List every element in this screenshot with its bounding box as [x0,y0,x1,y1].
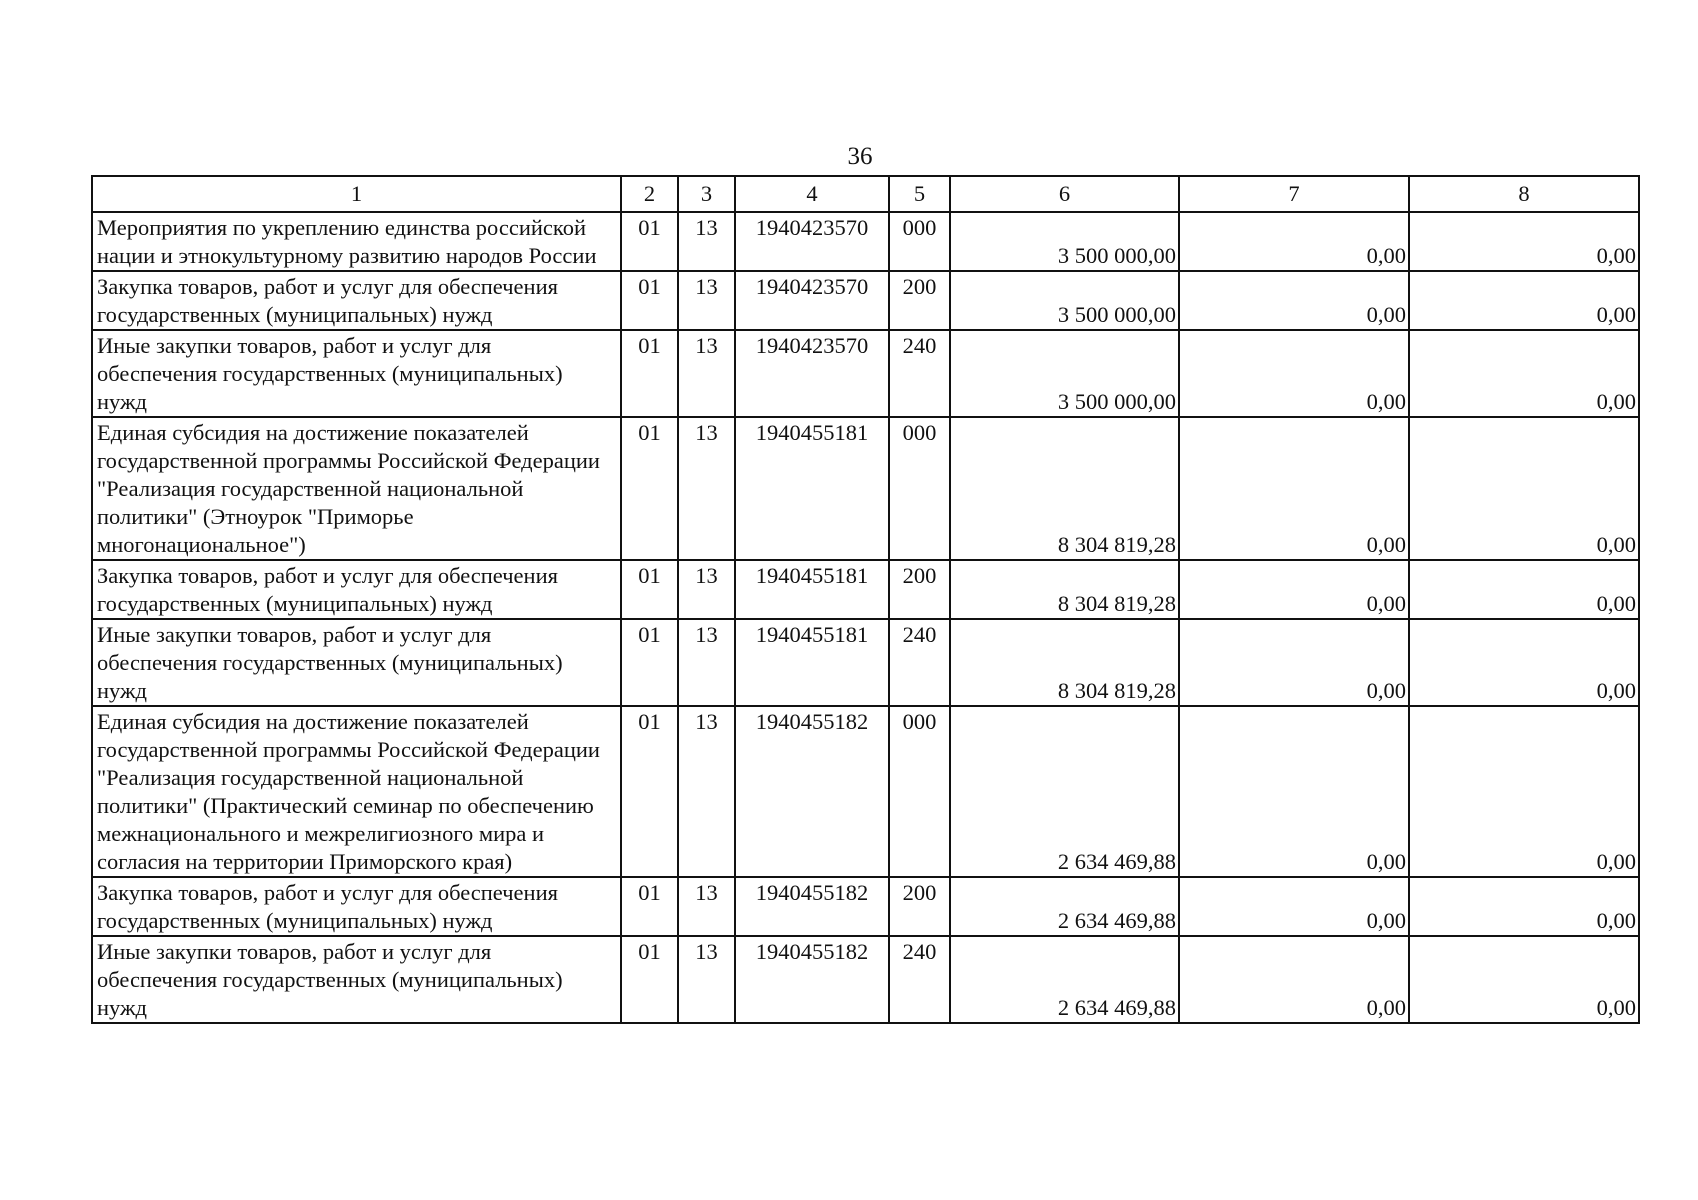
section-code-cell: 01 [621,619,678,706]
amount-col7-cell: 0,00 [1179,417,1409,560]
amount-col8-cell: 0,00 [1409,271,1639,330]
expense-type-cell: 000 [889,706,950,877]
amount-col8-cell: 0,00 [1409,936,1639,1023]
table-row [92,619,1639,706]
amount-col6-cell: 2 634 469,88 [950,877,1179,936]
amount-col8-cell: 0,00 [1409,560,1639,619]
target-article-cell: 1940455182 [735,936,889,1023]
target-article-cell: 1940455182 [735,706,889,877]
table-row [92,330,1639,417]
target-article-cell: 1940455182 [735,877,889,936]
amount-col6-cell: 2 634 469,88 [950,706,1179,877]
section-code-cell: 01 [621,560,678,619]
amount-col7-cell: 0,00 [1179,706,1409,877]
amount-col6-cell: 3 500 000,00 [950,330,1179,417]
section-code-cell: 01 [621,936,678,1023]
subsection-code-cell: 13 [678,936,735,1023]
section-code-cell: 01 [621,417,678,560]
table-row [92,560,1639,619]
subsection-code-cell: 13 [678,619,735,706]
section-code-cell: 01 [621,706,678,877]
target-article-cell: 1940423570 [735,271,889,330]
row-name-cell: Закупка товаров, работ и услуг для обеспечения государственных (муниципальных) нужд [92,877,621,936]
section-code-cell: 01 [621,271,678,330]
amount-col8-cell: 0,00 [1409,877,1639,936]
amount-col7-cell: 0,00 [1179,619,1409,706]
amount-col7-cell: 0,00 [1179,212,1409,271]
subsection-code-cell: 13 [678,330,735,417]
target-article-cell: 1940455181 [735,560,889,619]
row-name-cell: Иные закупки товаров, работ и услуг для обеспечения государственных (муниципальных) нужд [92,330,621,417]
subsection-code-cell: 13 [678,212,735,271]
subsection-code-cell: 13 [678,560,735,619]
column-header: 5 [889,176,950,212]
expense-type-cell: 240 [889,330,950,417]
column-header: 6 [950,176,1179,212]
column-header: 7 [1179,176,1409,212]
row-name-cell: Закупка товаров, работ и услуг для обеспечения государственных (муниципальных) нужд [92,271,621,330]
target-article-cell: 1940423570 [735,212,889,271]
amount-col6-cell: 2 634 469,88 [950,936,1179,1023]
row-name-cell: Мероприятия по укреплению единства российской нации и этнокультурному развитию народов России [92,212,621,271]
table-row [92,706,1639,877]
budget-table [91,175,1640,1024]
amount-col6-cell: 8 304 819,28 [950,417,1179,560]
amount-col8-cell: 0,00 [1409,212,1639,271]
amount-col8-cell: 0,00 [1409,619,1639,706]
subsection-code-cell: 13 [678,706,735,877]
target-article-cell: 1940455181 [735,417,889,560]
target-article-cell: 1940423570 [735,330,889,417]
subsection-code-cell: 13 [678,417,735,560]
row-name-cell: Закупка товаров, работ и услуг для обеспечения государственных (муниципальных) нужд [92,560,621,619]
amount-col7-cell: 0,00 [1179,936,1409,1023]
amount-col6-cell: 3 500 000,00 [950,271,1179,330]
amount-col8-cell: 0,00 [1409,706,1639,877]
header-row [92,176,1639,212]
row-name-cell: Иные закупки товаров, работ и услуг для обеспечения государственных (муниципальных) нужд [92,936,621,1023]
expense-type-cell: 200 [889,271,950,330]
amount-col6-cell: 8 304 819,28 [950,560,1179,619]
amount-col7-cell: 0,00 [1179,560,1409,619]
table-row [92,212,1639,271]
amount-col6-cell: 3 500 000,00 [950,212,1179,271]
amount-col7-cell: 0,00 [1179,877,1409,936]
row-name-cell: Единая субсидия на достижение показателей государственной программы Российской Федерации "Реализация государственной национальной политики" (Этноурок "Приморье многонациональное") [92,417,621,560]
expense-type-cell: 000 [889,212,950,271]
expense-type-cell: 200 [889,877,950,936]
target-article-cell: 1940455181 [735,619,889,706]
amount-col7-cell: 0,00 [1179,330,1409,417]
column-header: 2 [621,176,678,212]
row-name-cell: Иные закупки товаров, работ и услуг для обеспечения государственных (муниципальных) нужд [92,619,621,706]
table-row [92,877,1639,936]
column-header: 4 [735,176,889,212]
row-name-cell: Единая субсидия на достижение показателей государственной программы Российской Федерации "Реализация государственной национальной политики" (Практический семинар по обеспечению межнационального и межрелигиозного мира и согласия на территории Приморского края) [92,706,621,877]
column-header: 1 [92,176,621,212]
expense-type-cell: 200 [889,560,950,619]
section-code-cell: 01 [621,330,678,417]
page-number: 36 [847,143,873,170]
amount-col8-cell: 0,00 [1409,417,1639,560]
expense-type-cell: 000 [889,417,950,560]
section-code-cell: 01 [621,877,678,936]
subsection-code-cell: 13 [678,877,735,936]
amount-col8-cell: 0,00 [1409,330,1639,417]
amount-col7-cell: 0,00 [1179,271,1409,330]
section-code-cell: 01 [621,212,678,271]
table-row [92,936,1639,1023]
table-row [92,271,1639,330]
subsection-code-cell: 13 [678,271,735,330]
table-row [92,417,1639,560]
column-header: 8 [1409,176,1639,212]
expense-type-cell: 240 [889,936,950,1023]
expense-type-cell: 240 [889,619,950,706]
column-header: 3 [678,176,735,212]
amount-col6-cell: 8 304 819,28 [950,619,1179,706]
